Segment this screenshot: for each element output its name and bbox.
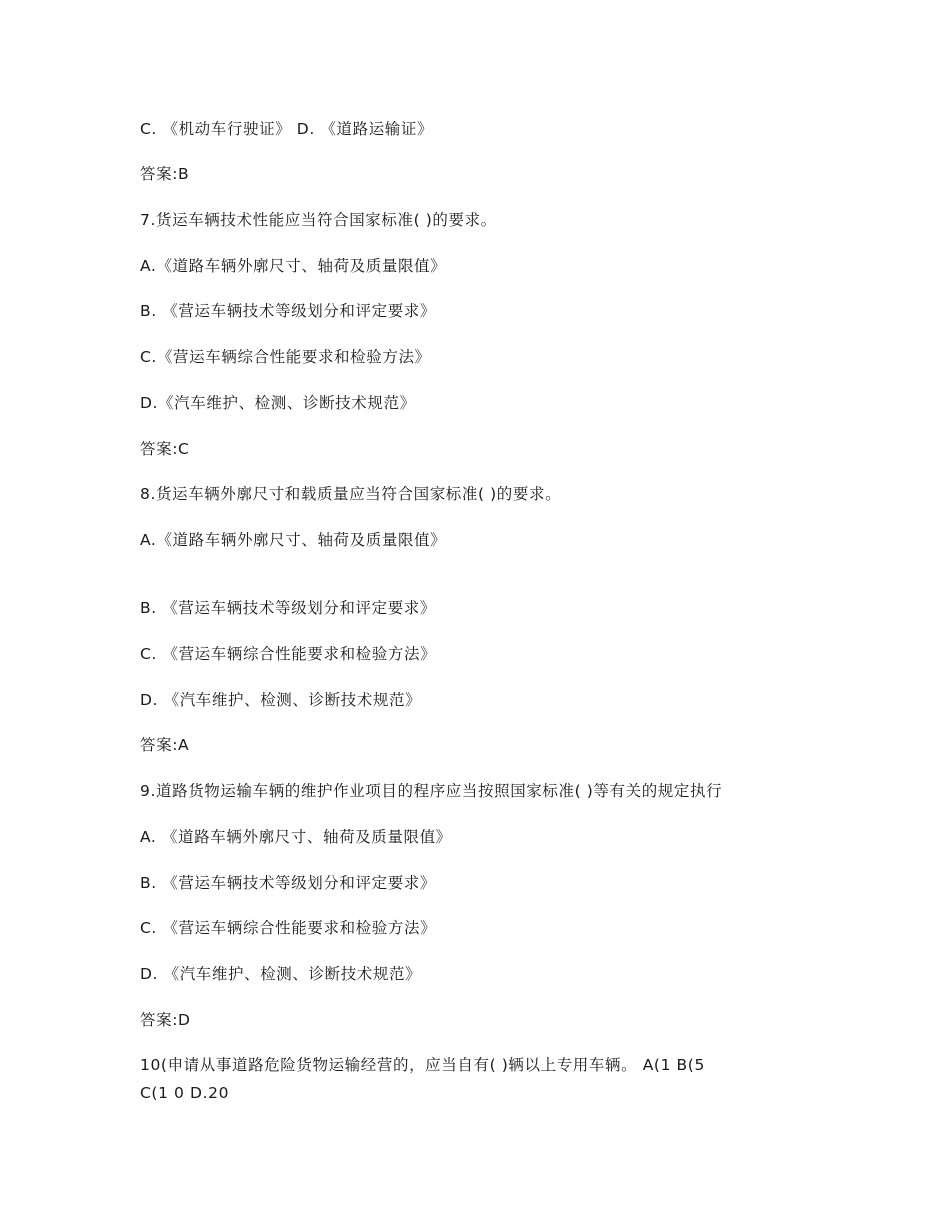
q7-question: 7.货运车辆技术性能应当符合国家标准( )的要求。	[140, 211, 497, 229]
q8-answer: 答案:A	[140, 736, 190, 754]
q7-option-d: D.《汽车维护、检测、诊断技术规范》	[140, 394, 416, 412]
q8-option-d: D. 《汽车维护、检测、诊断技术规范》	[140, 691, 422, 709]
q9-option-b: B. 《营运车辆技术等级划分和评定要求》	[140, 874, 436, 892]
q8-option-c: C. 《营运车辆综合性能要求和检验方法》	[140, 645, 437, 663]
q6-options-cd: C. 《机动车行驶证》 D. 《道路运输证》	[140, 120, 434, 138]
q7-answer: 答案:C	[140, 440, 190, 458]
q6-answer: 答案:B	[140, 165, 190, 183]
q9-option-c: C. 《营运车辆综合性能要求和检验方法》	[140, 919, 437, 937]
q8-question: 8.货运车辆外廓尺寸和载质量应当符合国家标准( )的要求。	[140, 485, 562, 503]
q9-option-a: A. 《道路车辆外廓尺寸、轴荷及质量限值》	[140, 828, 452, 846]
q10-question: 10(申请从事道路危险货物运输经营的，应当自有( )辆以上专用车辆。 A(1 B(5	[140, 1056, 705, 1074]
q7-option-a: A.《道路车辆外廓尺寸、轴荷及质量限值》	[140, 257, 447, 275]
q9-question: 9.道路货物运输车辆的维护作业项目的程序应当按照国家标准( )等有关的规定执行	[140, 782, 723, 800]
q8-option-a: A.《道路车辆外廓尺寸、轴荷及质量限值》	[140, 531, 447, 549]
q7-option-c: C.《营运车辆综合性能要求和检验方法》	[140, 348, 431, 366]
q7-option-b: B. 《营运车辆技术等级划分和评定要求》	[140, 302, 436, 320]
q9-answer: 答案:D	[140, 1011, 191, 1029]
q10-options-continued: C(1 0 D.20	[140, 1084, 230, 1102]
q9-option-d: D. 《汽车维护、检测、诊断技术规范》	[140, 965, 422, 983]
q8-option-b: B. 《营运车辆技术等级划分和评定要求》	[140, 599, 436, 617]
